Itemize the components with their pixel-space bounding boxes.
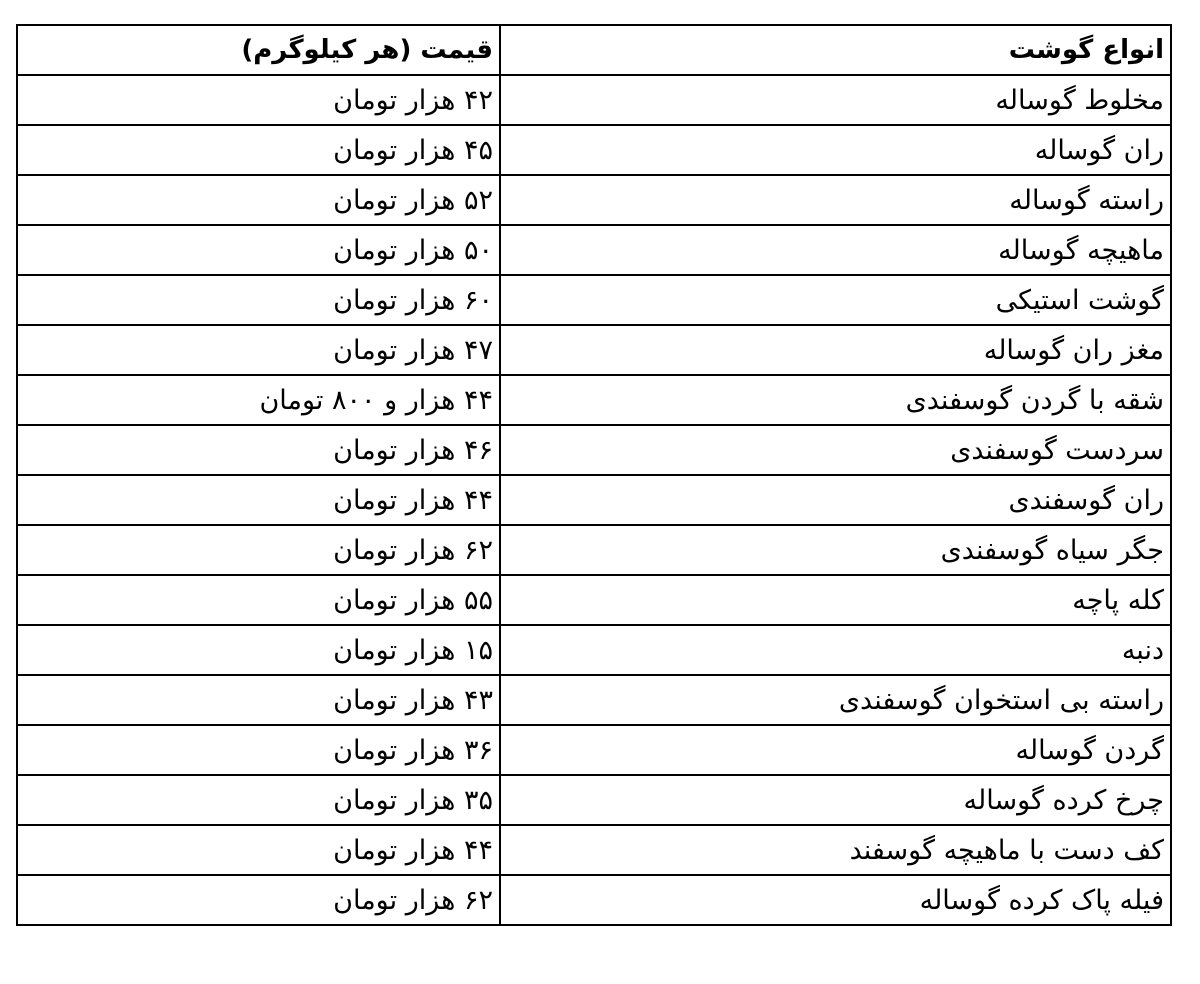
price-cell: ۴۶ هزار تومان bbox=[17, 425, 500, 475]
price-cell: ۴۴ هزار تومان bbox=[17, 475, 500, 525]
price-cell: ۴۵ هزار تومان bbox=[17, 125, 500, 175]
meat-type-cell: سردست گوسفندی bbox=[500, 425, 1171, 475]
table-row bbox=[17, 625, 1171, 675]
table-row bbox=[17, 375, 1171, 425]
meat-price-table bbox=[16, 24, 1172, 926]
meat-type-cell: ران گوسفندی bbox=[500, 475, 1171, 525]
meat-type-cell: ماهیچه گوساله bbox=[500, 225, 1171, 275]
meat-type-cell: گوشت استیکی bbox=[500, 275, 1171, 325]
price-cell: ۳۵ هزار تومان bbox=[17, 775, 500, 825]
header-meat-type: انواع گوشت bbox=[500, 25, 1171, 75]
header-price: قیمت (هر کیلوگرم) bbox=[17, 25, 500, 75]
table-row bbox=[17, 775, 1171, 825]
meat-type-cell: گردن گوساله bbox=[500, 725, 1171, 775]
table-header-row bbox=[17, 25, 1171, 75]
meat-type-cell: مغز ران گوساله bbox=[500, 325, 1171, 375]
meat-type-cell: جگر سیاه گوسفندی bbox=[500, 525, 1171, 575]
price-cell: ۴۷ هزار تومان bbox=[17, 325, 500, 375]
price-cell: ۵۰ هزار تومان bbox=[17, 225, 500, 275]
price-cell: ۴۴ هزار و ۸۰۰ تومان bbox=[17, 375, 500, 425]
price-cell: ۵۵ هزار تومان bbox=[17, 575, 500, 625]
meat-type-cell: فیله پاک کرده گوساله bbox=[500, 875, 1171, 925]
table-row bbox=[17, 125, 1171, 175]
price-cell: ۳۶ هزار تومان bbox=[17, 725, 500, 775]
table-row bbox=[17, 475, 1171, 525]
table-row bbox=[17, 575, 1171, 625]
table-row bbox=[17, 825, 1171, 875]
price-cell: ۴۲ هزار تومان bbox=[17, 75, 500, 125]
meat-type-cell: کف دست با ماهیچه گوسفند bbox=[500, 825, 1171, 875]
table-row bbox=[17, 675, 1171, 725]
price-cell: ۶۲ هزار تومان bbox=[17, 875, 500, 925]
table-row bbox=[17, 725, 1171, 775]
meat-type-cell: چرخ کرده گوساله bbox=[500, 775, 1171, 825]
table-row bbox=[17, 525, 1171, 575]
meat-type-cell: شقه با گردن گوسفندی bbox=[500, 375, 1171, 425]
table-row bbox=[17, 275, 1171, 325]
meat-type-cell: دنبه bbox=[500, 625, 1171, 675]
price-cell: ۶۰ هزار تومان bbox=[17, 275, 500, 325]
table-row bbox=[17, 325, 1171, 375]
price-cell: ۱۵ هزار تومان bbox=[17, 625, 500, 675]
table-row bbox=[17, 175, 1171, 225]
price-cell: ۴۳ هزار تومان bbox=[17, 675, 500, 725]
meat-type-cell: مخلوط گوساله bbox=[500, 75, 1171, 125]
meat-type-cell: راسته بی استخوان گوسفندی bbox=[500, 675, 1171, 725]
meat-type-cell: راسته گوساله bbox=[500, 175, 1171, 225]
price-cell: ۴۴ هزار تومان bbox=[17, 825, 500, 875]
meat-type-cell: ران گوساله bbox=[500, 125, 1171, 175]
price-cell: ۵۲ هزار تومان bbox=[17, 175, 500, 225]
table-row bbox=[17, 75, 1171, 125]
table-row bbox=[17, 225, 1171, 275]
table-row bbox=[17, 425, 1171, 475]
meat-type-cell: کله پاچه bbox=[500, 575, 1171, 625]
table-row bbox=[17, 875, 1171, 925]
price-cell: ۶۲ هزار تومان bbox=[17, 525, 500, 575]
